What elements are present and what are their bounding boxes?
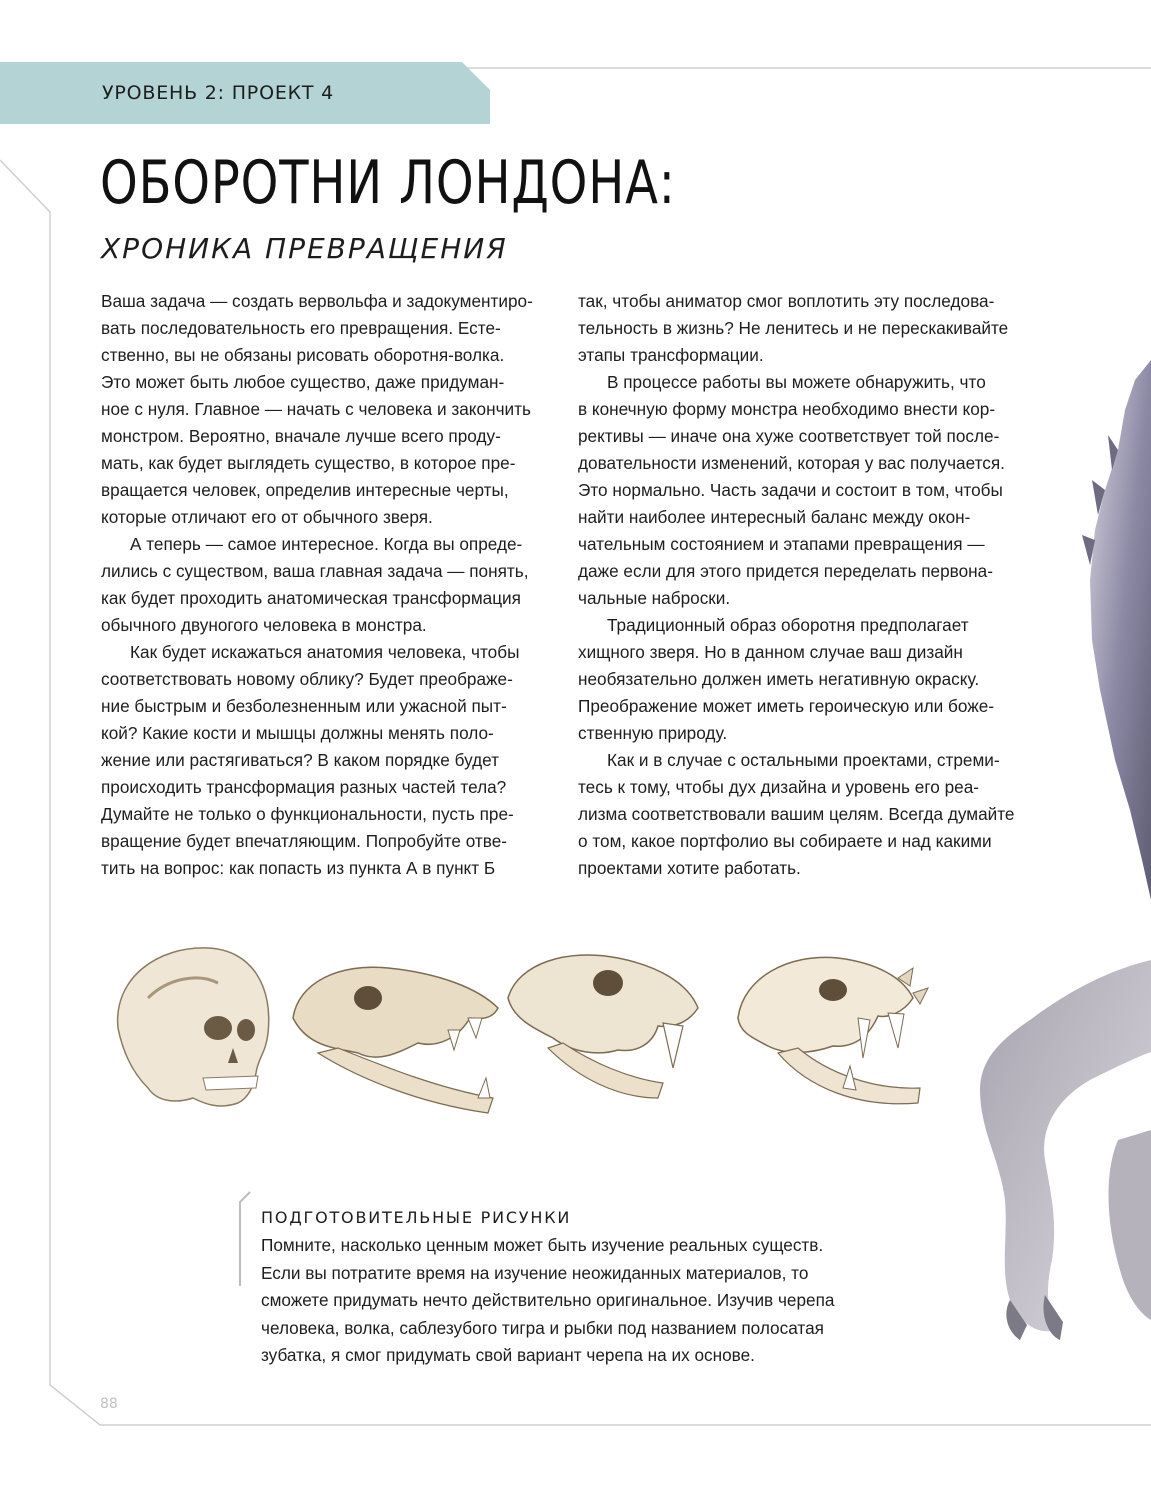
page-title: ОБОРОТНИ ЛОНДОНА: [100,148,676,218]
text-line: тить на вопрос: как попасть из пункта А в пункт Б [101,858,496,878]
text-line: соответствовать новому облику? Будет преображе- [101,669,513,689]
text-line: Традиционный образ оборотня предполагает [607,615,969,635]
text-line: найти наиболее интересный баланс между окон- [578,507,971,527]
text-line: ственную природу. [578,723,728,743]
text-line: жение или растягиваться? В каком порядке будет [101,750,499,770]
text-line: лились с существом, ваша главная задача — понять, [101,561,529,581]
body-column-left [101,288,546,882]
text-line: происходить трансформация разных частей тела? [101,777,507,797]
text-line: довательности изменений, которая у вас получается. [578,453,1005,473]
text-line: ное с нуля. Главное — начать с человека и закончить [101,399,531,419]
paragraph [101,288,546,531]
paragraph [101,639,546,882]
text-line: сможете придумать нечто действительно оригинальное. Изучив черепа [261,1290,835,1310]
level-label: УРОВЕНЬ 2: ПРОЕКТ 4 [102,82,335,104]
text-line: Ваша задача — создать вервольфа и задокументиро- [101,291,533,311]
text-line: чательным состоянием и этапами превращения — [578,534,985,554]
text-line: тельность в жизнь? Не ленитесь и не перескакивайте [578,318,1009,338]
page-number: 88 [100,1396,118,1412]
text-line: мать, как будет выглядеть существо, в которое пре- [101,453,516,473]
text-line: тесь к тому, чтобы дух дизайна и уровень его реа- [578,777,979,797]
text-line: о том, какое портфолио вы собираете и над какими [578,831,992,851]
text-line: монстром. Вероятно, вначале лучше всего проду- [101,426,501,446]
text-line: как будет проходить анатомическая трансформация [101,588,521,608]
page-subtitle: ХРОНИКА ПРЕВРАЩЕНИЯ [101,232,508,265]
text-line: человека, волка, саблезубого тигра и рыбки под названием полосатая [261,1317,824,1338]
text-line: вращается человек, определив интересные черты, [101,480,509,500]
text-line: кой? Какие кости и мышцы должны менять поло- [101,723,494,743]
skull-studies-illustration [98,938,958,1148]
text-line: Это нормально. Часть задачи и состоит в том, чтобы [578,480,1003,500]
hybrid-skull-drawing [738,957,928,1103]
text-line: Если вы потратите время на изучение неожиданных материалов, то [261,1262,809,1283]
text-line: зубатка, я смог придумать свой вариант черепа на их основе. [261,1345,755,1365]
text-line: в конечную форму монстра необходимо внести кор- [578,399,996,419]
text-line: обычного двуногого человека в монстра. [101,615,427,635]
text-line: лизма соответствовали вашим целям. Всегда думайте [578,804,1015,824]
text-line: вращение будет впечатляющим. Попробуйте отве- [101,831,508,851]
text-line: Помните, насколько ценным может быть изучение реальных существ. [261,1235,824,1255]
text-line: В процессе работы вы можете обнаружить, что [607,372,986,392]
creature-illustration [880,340,1151,1380]
text-line: которые отличают его от обычного зверя. [101,507,433,527]
text-line: А теперь — самое интересное. Когда вы опреде- [130,534,523,554]
text-line: этапы трансформации. [578,345,764,365]
callout-heading: ПОДГОТОВИТЕЛЬНЫЕ РИСУНКИ [261,1208,572,1227]
text-line: проектами хотите работать. [578,858,801,878]
text-line: ние быстрым и безболезненным или ужасной пыт- [101,696,507,716]
text-line: даже если для этого придется переделать первона- [578,561,993,581]
callout-body [261,1232,901,1370]
text-line: ственно, вы не обязаны рисовать оборотня-волка. [101,345,505,365]
text-line: необязательно должен иметь негативную окраску. [578,669,980,689]
text-line: Думайте не только о функциональности, пусть пре- [101,804,514,824]
text-line: рективы — иначе она хуже соответствует той после- [578,426,1000,446]
text-line: Преображение может иметь героическую или боже- [578,696,995,716]
text-line: так, чтобы аниматор смог воплотить эту последова- [578,291,995,311]
wolf-skull-drawing [293,967,498,1113]
text-line: чальные наброски. [578,588,731,608]
text-line: вать последовательность его превращения. Есте- [101,318,501,338]
text-line: Как будет искажаться анатомия человека, чтобы [130,642,520,662]
paragraph [101,531,546,639]
callout-bracket [234,1190,254,1290]
text-line: Это может быть любое существо, даже придуман- [101,372,505,392]
text-line: Как и в случае с остальными проектами, стреми- [607,750,1000,770]
sabertooth-skull-drawing [508,955,698,1098]
human-skull-drawing [118,948,269,1106]
text-line: хищного зверя. Но в данном случае ваш дизайн [578,642,963,662]
